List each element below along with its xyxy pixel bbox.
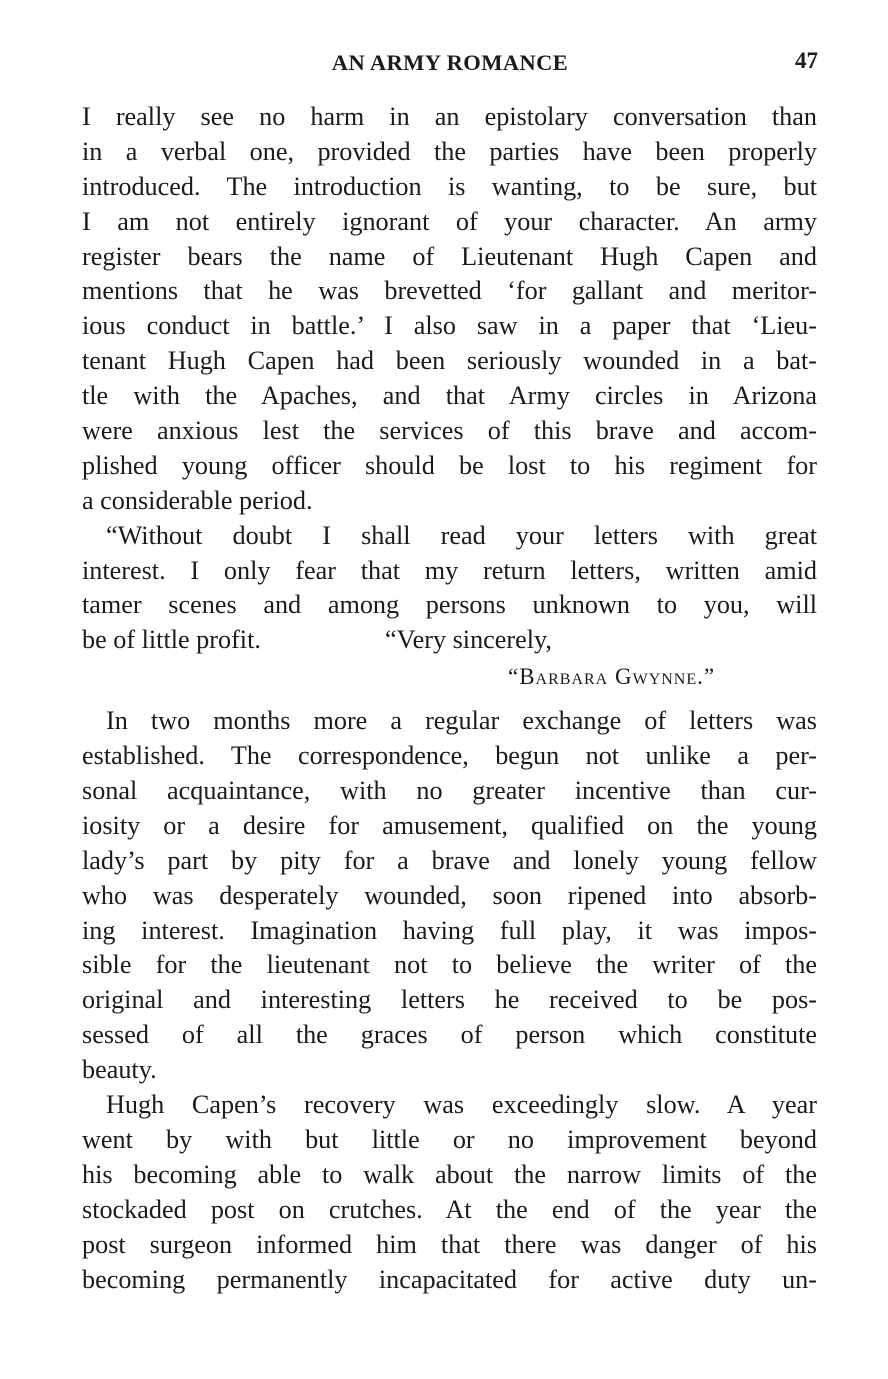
text-line: Hugh Capen’s recovery was exceedingly slow. A year: [106, 1090, 817, 1120]
text-line: his becoming able to walk about the narrow limits of the: [82, 1159, 817, 1189]
text-line: tenant Hugh Capen had been seriously wounded in a bat-: [82, 346, 817, 376]
running-title: AN ARMY ROMANCE: [331, 50, 569, 75]
text-line: becoming permanently incapacitated for active duty un-: [82, 1264, 817, 1294]
text-line: tle with the Apaches, and that Army circles in Arizona: [82, 381, 817, 411]
text-line: beauty.: [82, 1055, 157, 1085]
closing-text: be of little profit.: [82, 625, 261, 655]
body-text: [82, 100, 817, 1297]
page-number: 47: [795, 48, 818, 73]
paragraph-letter-closing: [82, 519, 817, 697]
text-line: register bears the name of Lieutenant Hugh Capen and: [82, 241, 817, 271]
text-line: in a verbal one, provided the parties have been properly: [82, 136, 817, 166]
paragraph-recovery: [82, 1088, 817, 1297]
text-line: ing interest. Imagination having full play, it was impos-: [82, 915, 817, 945]
signature: “Barbara Gwynne.”: [508, 664, 716, 690]
paragraph-correspondence: [82, 704, 817, 1088]
text-line: lady’s part by pity for a brave and lonely young fellow: [82, 845, 817, 875]
text-line: iosity or a desire for amusement, qualified on the young: [82, 810, 817, 840]
paragraph-letter-continuation: [82, 100, 817, 519]
text-line: interest. I only fear that my return letters, written amid: [82, 555, 817, 585]
text-line: went by with but little or no improvement beyond: [82, 1124, 817, 1154]
text-line: sible for the lieutenant not to believe the writer of the: [82, 950, 817, 980]
text-line: mentions that he was brevetted ‘for gallant and meritor-: [82, 276, 817, 306]
text-line: established. The correspondence, begun not unlike a per-: [82, 741, 817, 771]
text-line: were anxious lest the services of this brave and accom-: [82, 416, 817, 446]
text-line: ious conduct in battle.’ I also saw in a paper that ‘Lieu-: [82, 311, 817, 341]
text-line: introduced. The introduction is wanting, to be sure, but: [82, 171, 817, 201]
text-line: a considerable period.: [82, 485, 313, 515]
signoff-line: [82, 623, 817, 658]
text-line: tamer scenes and among persons unknown to you, will: [82, 590, 817, 620]
text-line: “Without doubt I shall read your letters with great: [106, 520, 817, 550]
text-line: post surgeon informed him that there was danger of his: [82, 1229, 817, 1259]
text-line: sessed of all the graces of person which constitute: [82, 1020, 817, 1050]
text-line: who was desperately wounded, soon ripened into absorb-: [82, 880, 817, 910]
text-line: sonal acquaintance, with no greater incentive than cur-: [82, 776, 817, 806]
text-line: stockaded post on crutches. At the end of the year the: [82, 1194, 817, 1224]
closing-greeting: “Very sincerely,: [385, 625, 552, 655]
running-head: [0, 46, 888, 80]
text-line: original and interesting letters he received to be pos-: [82, 985, 817, 1015]
text-line: In two months more a regular exchange of letters was: [106, 706, 817, 736]
text-line: plished young officer should be lost to his regiment for: [82, 450, 817, 480]
text-line: I am not entirely ignorant of your character. An army: [82, 206, 817, 236]
text-line: I really see no harm in an epistolary conversation than: [82, 102, 817, 131]
section-gap: [82, 696, 817, 704]
